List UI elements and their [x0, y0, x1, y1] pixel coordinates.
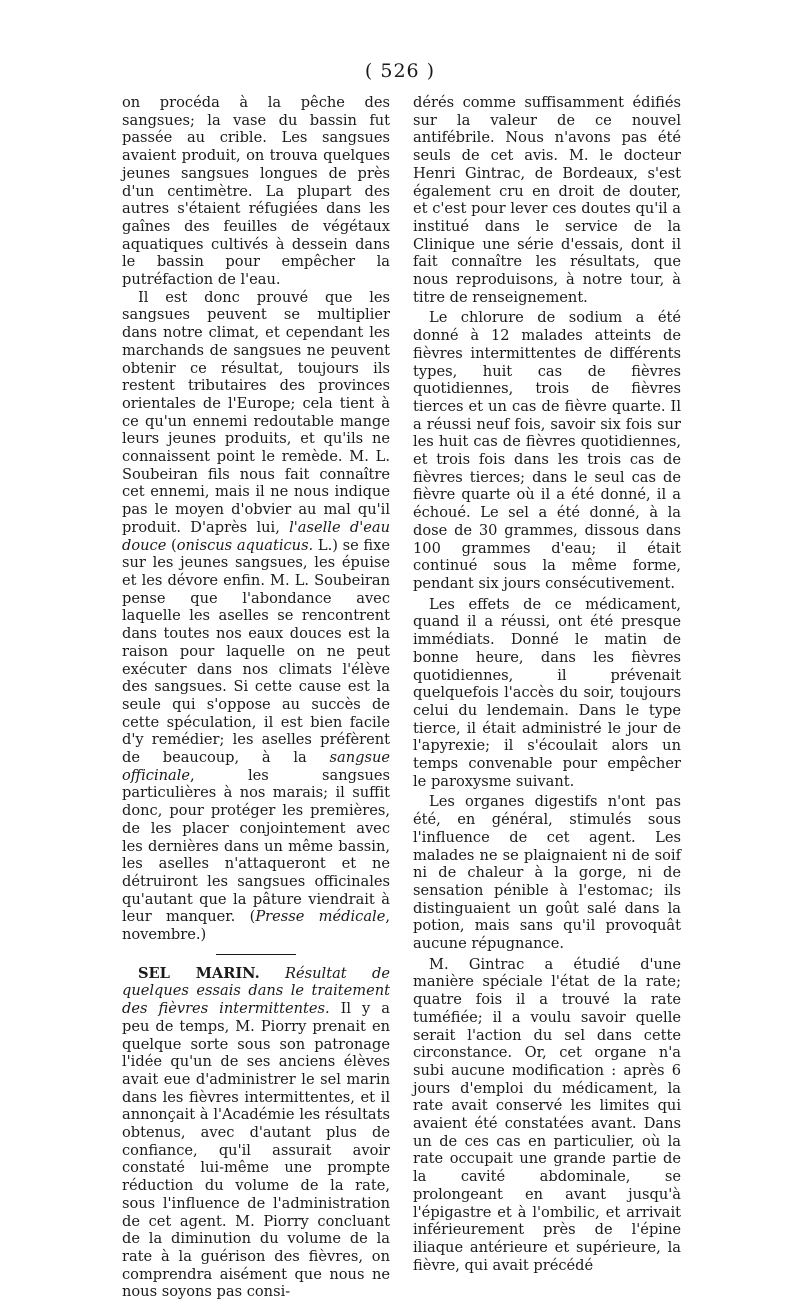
italic-term-oniscus: oniscus aquaticus. [176, 536, 314, 554]
italic-term-sangsue: sangsue officinale [122, 749, 390, 784]
right-paragraph-1: dérés comme suffisamment édifiés sur la valeur de ce nouvel antifébrile. Nous n'avons pas été seuls de cet avis. M. le docteur Henri Gintrac, de Bordeaux, s'est également cru en droit de douter, et c'est pour lever ces doutes qu'il a institué dans le service de la Clinique une série d'essais, dont il fait connaître les résultats, que nous reproduisons, à notre tour, à titre de renseignement. [413, 94, 681, 306]
text-run: Il y a peu de temps, M. Piorry prenait en quelque sorte sous son patronage l'idée qu'un de ses anciens élèves avait eue d'administrer le sel marin dans les fièvres intermittentes, et il annonçait à l'Académie les résultats obtenus, avec d'autant plus de confiance, qu'il assurait avoir constaté lui-même une prompte réduction du volume de la rate, sous l'influence de l'administration de cet agent. M. Piorry concluant de la diminution du volume de la rate à la guérison des fièvres, on comprendra aisément que nous ne nous soyons pas consi- [122, 1000, 390, 1301]
right-paragraph-4: Les organes digestifs n'ont pas été, en général, stimulés sous l'influence de cet agent. Les malades ne se plaignaient ni de soif ni de chaleur à la gorge, ni de sensation pénible à l'estomac; ils distinguaient un goût salé dans la potion, mais sans qu'il provoquât aucune répugnance. [413, 793, 681, 953]
text-run: Il est donc prouvé que les sangsues peuvent se multiplier dans notre climat, et cependant les marchands de sangsues ne peuvent obtenir ce résultat, toujours ils restent tributaires des provinces orientales de l'Europe; cela tient à ce qu'un ennemi redoutable mange leurs jeunes produits, et qu'ils ne connaissent point le remède. M. L. Soubeiran fils nous fait connaître cet ennemi, mais il ne nous indique pas le moyen d'obvier au mal qu'il produit. D'après lui, [122, 288, 390, 536]
text-run: , novembre.) [122, 908, 390, 944]
text-run: , les sangsues particulières à nos marais; il suffit donc, pour protéger les premières, de les placer conjointement avec les dernières dans un même bassin, les aselles n'attaqueront et ne détruiront les sangsues officinales qu'autant que la pâture viendrait à leur manquer. ( [122, 766, 390, 926]
right-column [413, 94, 681, 1274]
left-paragraph-2 [122, 289, 390, 944]
section-heading: SEL MARIN. [138, 964, 260, 982]
italic-term-aselle: l'aselle d'eau douce [122, 518, 390, 554]
page-number: ( 526 ) [364, 60, 436, 82]
section-divider [216, 954, 296, 955]
left-paragraph-1: on procéda à la pêche des sangsues; la vase du bassin fut passée au crible. Les sangsues avaient produit, on trouva quelques jeunes sangsues longues de près d'un centimètre. La plupart des autres s'étaient réfugiées dans les gaînes des feuilles de végétaux aquatiques cultivés à dessein dans le bassin pour empêcher la putréfaction de l'eau. [122, 94, 390, 289]
italic-source: Presse médicale [255, 908, 386, 926]
right-paragraph-3: Les effets de ce médicament, quand il a réussi, ont été presque immédiats. Donné le matin de bonne heure, dans les fièvres quotidiennes, il prévenait quelquefois l'accès du soir, toujours celui du lendemain. Dans le type tierce, il était administré le jour de l'apyrexie; il s'écoulait alors un temps convenable pour empêcher le paroxysme suivant. [413, 595, 681, 790]
right-paragraph-2: Le chlorure de sodium a été donné à 12 malades atteints de fièvres intermittentes de différents types, huit cas de fièvres quotidiennes, trois de fièvres tierces et un cas de fièvre quarte. Il a réussi neuf fois, savoir six fois sur les huit cas de fièvres quotidiennes, et trois fois dans les trois cas de fièvres tierces; dans le seul cas de fièvre quarte où il a été donné, il a échoué. Le sel a été donné, à la dose de 30 grammes, dissous dans 100 grammes d'eau; il était continué sous la même forme, pendant six jours consécutivement. [413, 309, 681, 592]
section-subheading: Résultat de quelques essais dans le traitement des fièvres intermittentes. [122, 964, 390, 1018]
left-paragraph-3 [122, 965, 390, 1301]
text-run: L.) se fixe sur les jeunes sangsues, les épuise et les dévore enfin. M. L. Soubeiran pense que l'abondance avec laquelle les aselles se rencontrent dans toutes nos eaux douces est la raison pour laquelle on ne peut exécuter dans nos climats l'élève des sangsues. Si cette cause est la seule qui s'oppose au succès de cette spéculation, il est bien facile d'y remédier; les aselles préfèrent de beaucoup, à la [122, 536, 391, 767]
left-column [122, 94, 390, 1301]
text-run: ( [166, 536, 177, 554]
right-paragraph-5: M. Gintrac a étudié d'une manière spéciale l'état de la rate; quatre fois il a trouvé la rate tuméfiée; il a voulu savoir quelle serait l'action du sel dans cette circonstance. Or, cet organe n'a subi aucune modification : après 6 jours d'emploi du médicament, la rate avait conservé les limites qui avaient été constatées avant. Dans un de ces cas en particulier, où la rate occupait une grande partie de la cavité abdominale, se prolongeant en avant jusqu'à l'épigastre et à l'ombilic, et arrivait inférieurement près de l'épine iliaque antérieure et supérieure, la fièvre, qui avait précédé [413, 955, 681, 1274]
